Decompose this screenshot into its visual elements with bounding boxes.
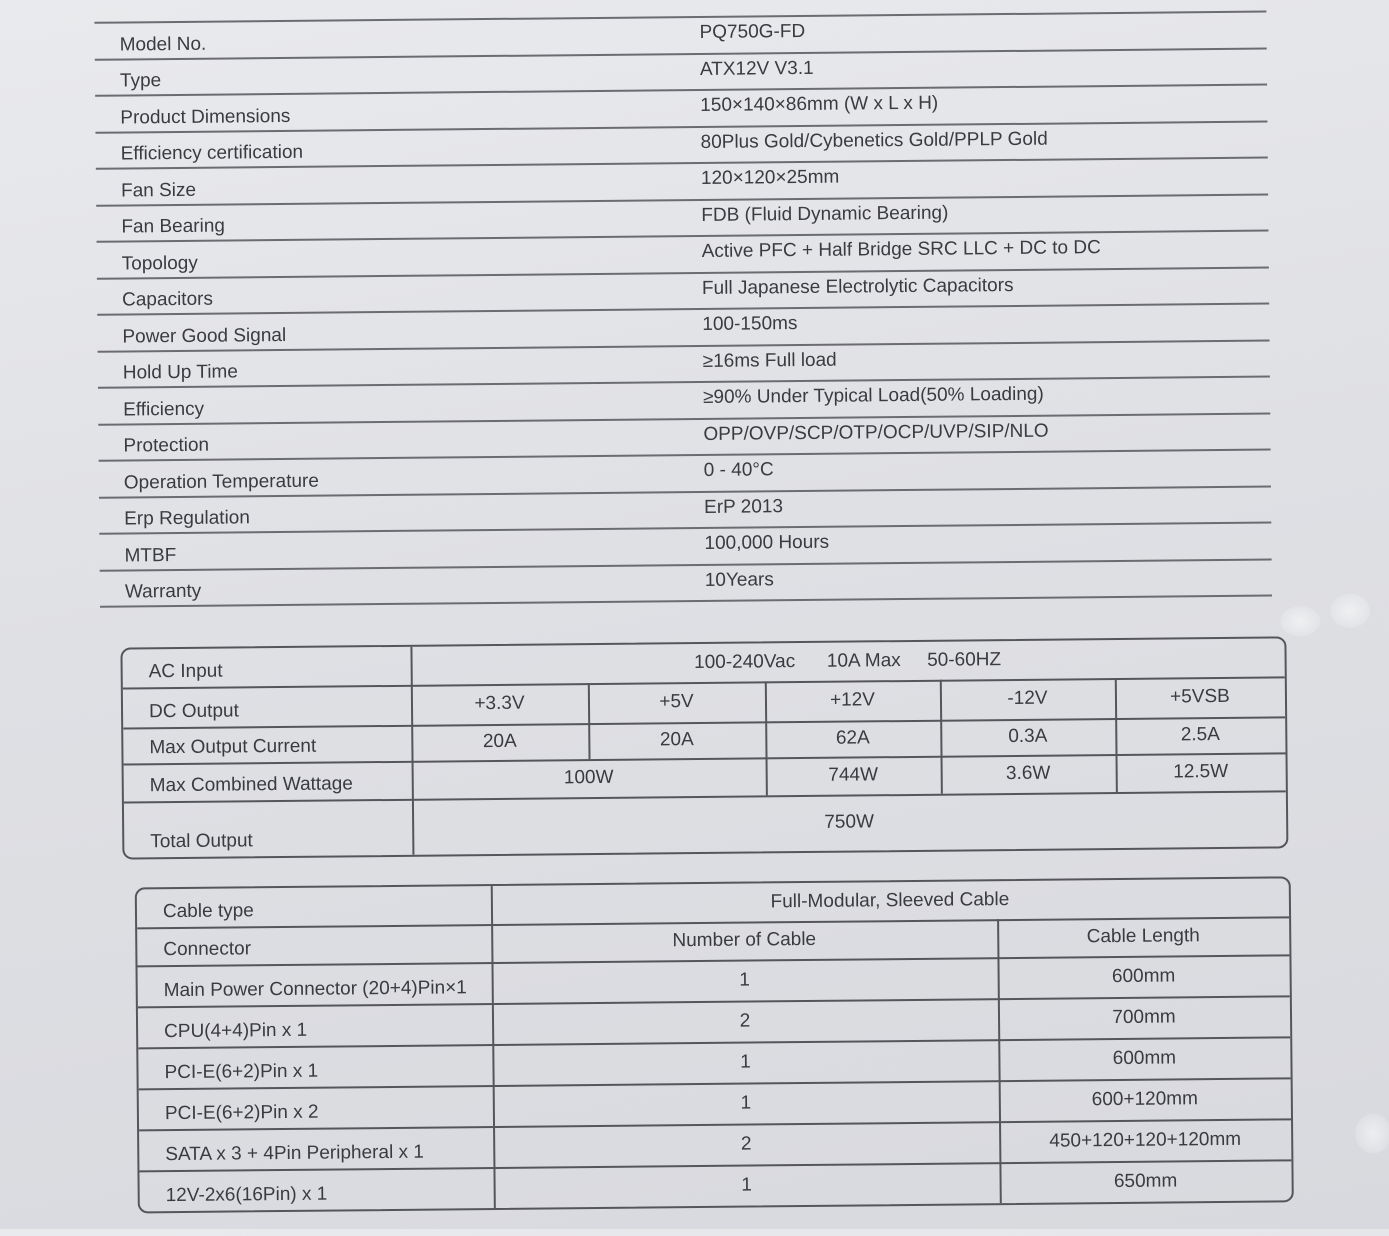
cable-count: 1 [740,1051,751,1073]
cable-type-value: Full-Modular, Sleeved Cable [770,889,1010,913]
spec-value: 10Years [704,568,774,591]
spec-value: PQ750G-FD [699,20,806,43]
spec-label: Topology [121,252,198,275]
spec-value: ≥90% Under Typical Load(50% Loading) [702,383,1044,408]
spec-value: 0 - 40°C [703,459,774,481]
spec-label: Efficiency certification [120,141,304,165]
spec-label: Erp Regulation [124,507,250,530]
spec-value: Active PFC + Half Bridge SRC LLC + DC to DC [701,237,1101,262]
spec-value: ≥16ms Full load [702,349,837,372]
cable-connector: PCI-E(6+2)Pin x 2 [164,1101,319,1125]
connector-label: Connector [163,938,252,961]
cable-connector: PCI-E(6+2)Pin x 1 [164,1060,319,1084]
cable-length: 600mm [1112,1046,1177,1069]
glare-spot [1355,1113,1389,1153]
spec-value: 120×120×25mm [700,166,840,189]
current-5vsb: 2.5A [1180,724,1220,746]
glare-spot [1330,594,1370,628]
spec-label: Capacitors [121,288,214,311]
spec-value: 100,000 Hours [704,531,830,554]
cable-count: 1 [739,969,751,991]
cable-length-header: Cable Length [1086,925,1200,948]
electrical-table [120,636,1288,859]
cable-count: 1 [741,1174,752,1196]
spec-value: ATX12V V3.1 [699,57,814,80]
spec-value: ErP 2013 [704,495,784,518]
current-5v: 20A [659,729,694,751]
current-3v3: 20A [482,730,517,753]
spec-label: Fan Size [120,179,197,202]
combined-neg12v: 3.6W [1005,762,1051,785]
current-neg12v: 0.3A [1008,725,1048,748]
max-current-label: Max Output Current [149,735,317,759]
spec-label: Protection [123,434,210,457]
spec-value: FDB (Fluid Dynamic Bearing) [701,202,949,226]
current-12v: 62A [835,727,870,749]
spec-label: MTBF [124,544,177,567]
spec-label: Product Dimensions [120,105,291,129]
cable-table [135,876,1294,1213]
cable-connector: SATA x 3 + 4Pin Peripheral x 1 [165,1141,424,1166]
spec-value: OPP/OVP/SCP/OTP/OCP/UVP/SIP/NLO [703,420,1049,445]
ac-input-label: AC Input [148,660,223,683]
glare-spot [1280,606,1320,636]
cable-connector: CPU(4+4)Pin x 1 [164,1019,308,1043]
cable-connector: 12V-2x6(16Pin) x 1 [165,1183,328,1207]
rail-5v: +5V [659,691,694,713]
spec-label: Hold Up Time [122,361,238,384]
combined-12v: 744W [828,764,879,786]
spec-value: 100-150ms [702,313,798,335]
spec-label: Power Good Signal [122,324,287,348]
ac-input-value: 100-240Vac 10A Max 50-60HZ [693,649,1002,674]
spec-value: 150×140×86mm (W x L x H) [700,92,939,116]
rail-3v3: +3.3V [474,692,525,715]
spec-label: Type [119,70,162,92]
combined-5vsb: 12.5W [1173,760,1229,783]
cable-type-label: Cable type [162,900,254,923]
cable-count-header: Number of Cable [672,928,817,952]
spec-list [94,11,1272,608]
combined-wattage-label: Max Combined Wattage [149,773,353,797]
rail-12v: +12V [829,689,876,711]
spec-label: Operation Temperature [123,470,319,494]
spec-label: Efficiency [123,398,205,421]
spec-value: Full Japanese Electrolytic Capacitors [701,274,1014,299]
spec-label: Model No. [119,33,207,56]
cable-count: 1 [740,1092,752,1114]
dc-output-label: DC Output [148,700,239,723]
cable-connector: Main Power Connector (20+4)Pin×1 [163,977,467,1002]
cable-length: 600+120mm [1091,1087,1198,1110]
cable-length: 450+120+120+120mm [1049,1128,1242,1152]
cable-length: 700mm [1112,1005,1176,1028]
spec-value: 80Plus Gold/Cybenetics Gold/PPLP Gold [700,128,1048,153]
spec-label: Warranty [124,580,202,603]
cable-count: 2 [740,1133,752,1155]
total-output-label: Total Output [150,830,253,853]
rail-neg12v: -12V [1007,687,1048,710]
rail-5vsb: +5VSB [1170,685,1230,708]
total-output-value: 750W [824,811,875,833]
spec-label: Fan Bearing [121,215,226,238]
cable-length: 600mm [1111,964,1176,987]
combined-low-rails: 100W [563,766,614,789]
cable-count: 2 [739,1010,751,1032]
cable-length: 650mm [1113,1169,1178,1192]
